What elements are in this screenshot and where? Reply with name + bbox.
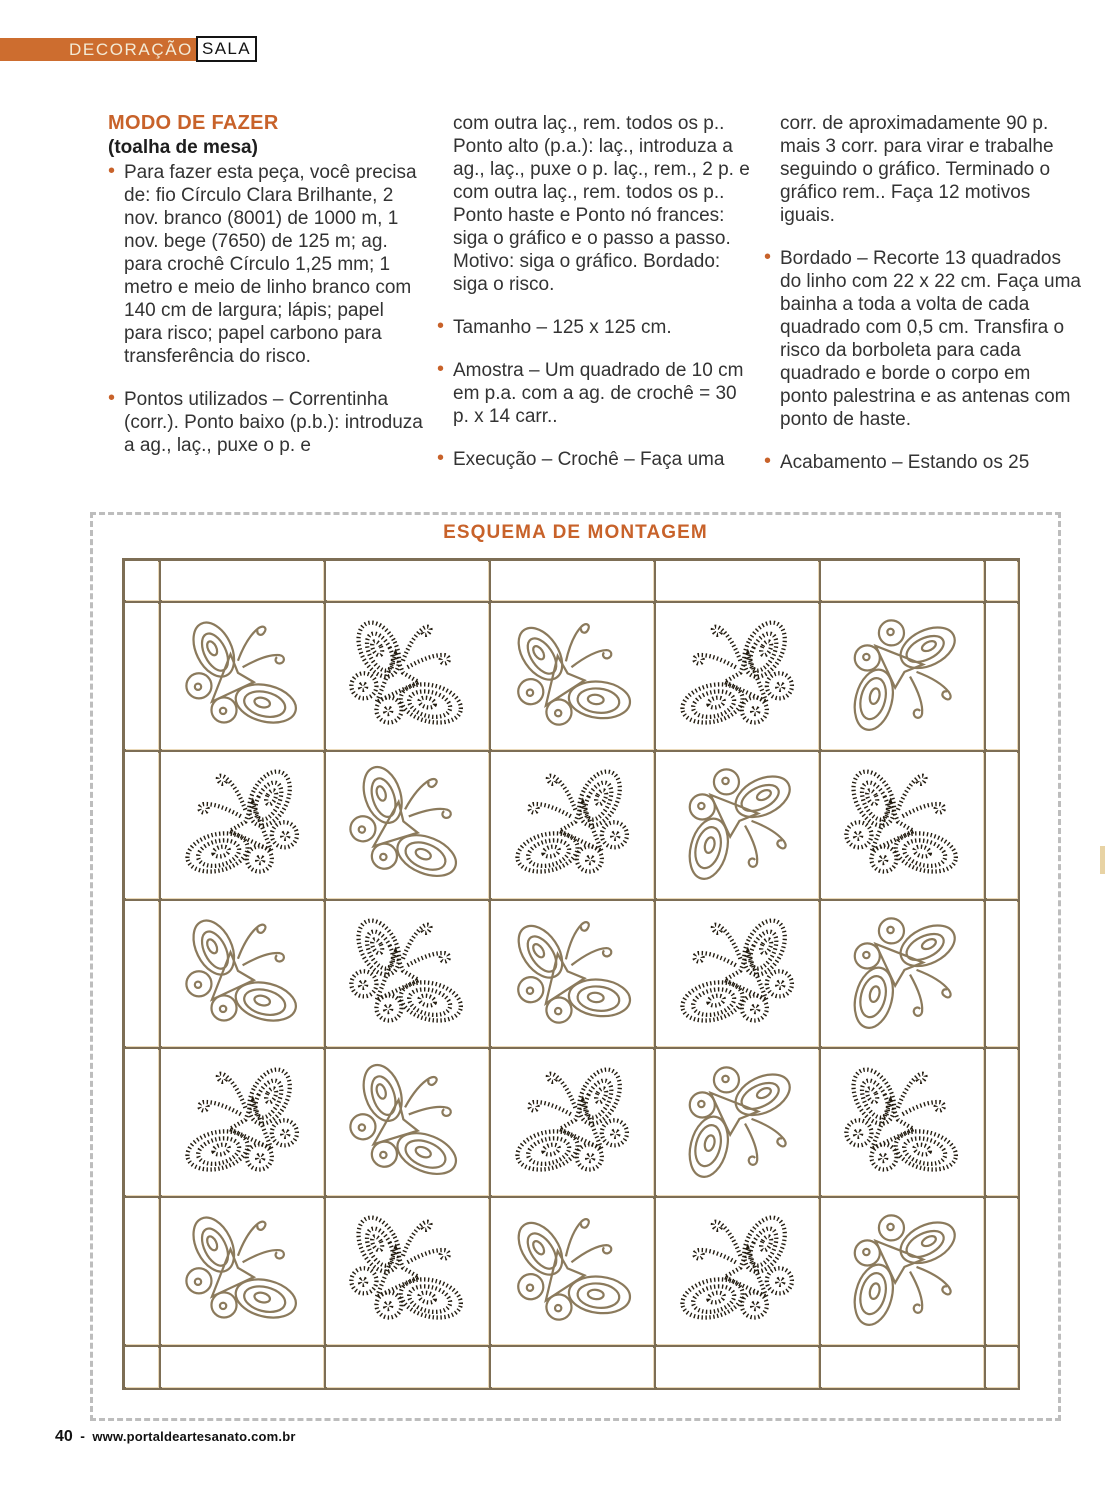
embroidery-butterfly-icon bbox=[671, 1053, 802, 1192]
motif-cell-r3c3 bbox=[491, 901, 653, 1047]
paragraph-text: com outra laç., rem. todos os p.. Ponto alto (p.a.): laç., introduza a ag., laç., puxe o p. laç., rem., 2 p. e com outra laç., rem. todos os p.. Ponto haste e Ponto nó frances: siga o gráfico e o passo a passo. Motivo: siga o gráfico. Bordado: siga o risco. bbox=[453, 113, 750, 295]
motif-cell-r5c2 bbox=[326, 1198, 488, 1344]
motif-cell-r1c5 bbox=[821, 603, 983, 749]
paragraph-text: Amostra – Um quadrado de 10 cm em p.a. com a ag. de crochê = 30 p. x 14 carr.. bbox=[453, 360, 744, 427]
paragraph-text: corr. de aproximadamente 90 p. mais 3 corr. para virar e trabalhe seguindo o gráfico. Terminado o gráfico rem.. Faça 12 motivos iguais. bbox=[780, 113, 1054, 226]
motif-cell-r1c3 bbox=[491, 603, 653, 749]
border-strip-cell bbox=[986, 752, 1017, 898]
crochet-butterfly-icon bbox=[667, 610, 806, 741]
subsection-label: SALA bbox=[201, 39, 252, 58]
border-strip-cell bbox=[491, 561, 653, 600]
embroidery-butterfly-icon bbox=[836, 1201, 967, 1340]
text-column-1 bbox=[108, 112, 426, 477]
crochet-butterfly-icon bbox=[337, 1205, 476, 1336]
bullet-icon: • bbox=[437, 358, 445, 380]
border-strip-cell bbox=[125, 603, 158, 749]
crochet-butterfly-icon bbox=[502, 759, 641, 890]
border-strip-cell bbox=[821, 561, 983, 600]
bullet-icon: • bbox=[108, 160, 116, 182]
page-number: 40 bbox=[55, 1428, 73, 1445]
embroidery-butterfly-icon bbox=[172, 908, 311, 1039]
page-edge-mark bbox=[1100, 846, 1105, 874]
paragraph bbox=[764, 112, 1082, 227]
border-strip-cell bbox=[161, 561, 323, 600]
motif-cell-r4c3 bbox=[491, 1049, 653, 1195]
assembly-schema-box bbox=[90, 512, 1061, 1421]
border-strip-cell bbox=[125, 752, 158, 898]
crochet-butterfly-icon bbox=[172, 1057, 311, 1188]
crochet-butterfly-icon bbox=[337, 610, 476, 741]
motif-cell-r4c4 bbox=[656, 1049, 818, 1195]
motif-cell-r3c4 bbox=[656, 901, 818, 1047]
paragraph-text: (toalha de mesa) bbox=[108, 137, 258, 158]
motif-cell-r4c1 bbox=[161, 1049, 323, 1195]
border-strip-cell bbox=[986, 1049, 1017, 1195]
border-strip-cell bbox=[986, 561, 1017, 600]
motif-cell-r3c1 bbox=[161, 901, 323, 1047]
crochet-butterfly-icon bbox=[832, 759, 971, 890]
bullet-paragraph bbox=[764, 451, 1082, 474]
embroidery-butterfly-icon bbox=[494, 899, 650, 1048]
section-label: DECORAÇÃO bbox=[69, 39, 193, 59]
embroidery-butterfly-icon bbox=[329, 1048, 485, 1197]
crochet-butterfly-icon bbox=[667, 908, 806, 1039]
border-strip-cell bbox=[125, 1347, 158, 1387]
embroidery-butterfly-icon bbox=[172, 1205, 311, 1336]
website-text: www.portaldeartesanato.com.br bbox=[92, 1429, 296, 1444]
motif-cell-r1c1 bbox=[161, 603, 323, 749]
motif-cell-r5c4 bbox=[656, 1198, 818, 1344]
border-strip-cell bbox=[986, 1347, 1017, 1387]
page-footer bbox=[55, 1428, 296, 1446]
crochet-butterfly-icon bbox=[667, 1205, 806, 1336]
motif-cell-r2c5 bbox=[821, 752, 983, 898]
paragraph bbox=[437, 112, 755, 296]
border-strip-cell bbox=[125, 901, 158, 1047]
embroidery-butterfly-icon bbox=[494, 1196, 650, 1345]
paragraph-text: Execução – Crochê – Faça uma bbox=[453, 449, 725, 470]
crochet-butterfly-icon bbox=[832, 1057, 971, 1188]
border-strip-cell bbox=[986, 901, 1017, 1047]
motif-cell-r1c2 bbox=[326, 603, 488, 749]
motif-cell-r3c5 bbox=[821, 901, 983, 1047]
crochet-butterfly-icon bbox=[502, 1057, 641, 1188]
paragraph-text: Acabamento – Estando os 25 bbox=[780, 452, 1030, 473]
border-strip-cell bbox=[491, 1347, 653, 1387]
motif-cell-r4c2 bbox=[326, 1049, 488, 1195]
bullet-paragraph bbox=[108, 161, 426, 368]
bullet-paragraph bbox=[437, 316, 755, 339]
border-strip-cell bbox=[326, 1347, 488, 1387]
border-strip-cell bbox=[986, 603, 1017, 749]
embroidery-butterfly-icon bbox=[671, 755, 802, 894]
bullet-icon: • bbox=[437, 447, 445, 469]
schema-title: ESQUEMA DE MONTAGEM bbox=[443, 522, 708, 543]
motif-cell-r5c5 bbox=[821, 1198, 983, 1344]
border-strip-cell bbox=[821, 1347, 983, 1387]
embroidery-butterfly-icon bbox=[329, 750, 485, 899]
motif-cell-r4c5 bbox=[821, 1049, 983, 1195]
footer-separator: - bbox=[80, 1428, 85, 1444]
bullet-icon: • bbox=[764, 246, 772, 268]
text-column-3 bbox=[764, 112, 1082, 494]
text-column-2 bbox=[437, 112, 755, 491]
bullet-paragraph bbox=[108, 388, 426, 457]
border-strip-cell bbox=[125, 561, 158, 600]
bullet-icon: • bbox=[108, 387, 116, 409]
motif-cell-r1c4 bbox=[656, 603, 818, 749]
border-strip-cell bbox=[161, 1347, 323, 1387]
motif-cell-r2c2 bbox=[326, 752, 488, 898]
paragraph-text: Tamanho – 125 x 125 cm. bbox=[453, 317, 672, 338]
motif-cell-r5c1 bbox=[161, 1198, 323, 1344]
paragraph-text: Bordado – Recorte 13 quadrados do linho com 22 x 22 cm. Faça uma bainha a toda a volta de cada quadrado com 0,5 cm. Transfira o risco da borboleta para cada quadrado e borde o corpo em ponto palestrina e as antenas com ponto de haste. bbox=[780, 248, 1081, 430]
paragraph-text: Para fazer esta peça, você precisa de: fio Círculo Clara Brilhante, 2 nov. branco (8001) de 1000 m, 1 nov. bege (7650) de 125 m; ag. para crochê Círculo 1,25 mm; 1 metro e meio de linho branco com 140 cm de largura; lápis; papel para risco; papel carbono para transferência do risco. bbox=[124, 162, 417, 367]
border-strip-cell bbox=[125, 1049, 158, 1195]
article-subtitle bbox=[108, 136, 426, 159]
bullet-paragraph bbox=[437, 448, 755, 471]
bullet-icon: • bbox=[437, 315, 445, 337]
border-strip-cell bbox=[656, 1347, 818, 1387]
crochet-butterfly-icon bbox=[172, 759, 311, 890]
bullet-paragraph bbox=[764, 247, 1082, 431]
crochet-butterfly-icon bbox=[337, 908, 476, 1039]
border-strip-cell bbox=[326, 561, 488, 600]
motif-cell-r2c3 bbox=[491, 752, 653, 898]
article-title bbox=[108, 112, 426, 135]
border-strip-cell bbox=[986, 1198, 1017, 1344]
border-strip-cell bbox=[125, 1198, 158, 1344]
subsection-box bbox=[196, 36, 257, 62]
motif-cell-r2c1 bbox=[161, 752, 323, 898]
motif-cell-r3c2 bbox=[326, 901, 488, 1047]
embroidery-butterfly-icon bbox=[172, 610, 311, 741]
embroidery-butterfly-icon bbox=[836, 606, 967, 745]
motif-grid bbox=[122, 558, 1020, 1390]
bullet-paragraph bbox=[437, 359, 755, 428]
bullet-icon: • bbox=[764, 450, 772, 472]
embroidery-butterfly-icon bbox=[836, 904, 967, 1043]
motif-cell-r5c3 bbox=[491, 1198, 653, 1344]
article-columns bbox=[108, 112, 1093, 492]
embroidery-butterfly-icon bbox=[494, 601, 650, 750]
border-strip-cell bbox=[656, 561, 818, 600]
motif-cell-r2c4 bbox=[656, 752, 818, 898]
paragraph-text: MODO DE FAZER bbox=[108, 112, 279, 134]
paragraph-text: Pontos utilizados – Correntinha (corr.). Ponto baixo (p.b.): introduza a ag., laç., puxe o p. e bbox=[124, 389, 423, 456]
